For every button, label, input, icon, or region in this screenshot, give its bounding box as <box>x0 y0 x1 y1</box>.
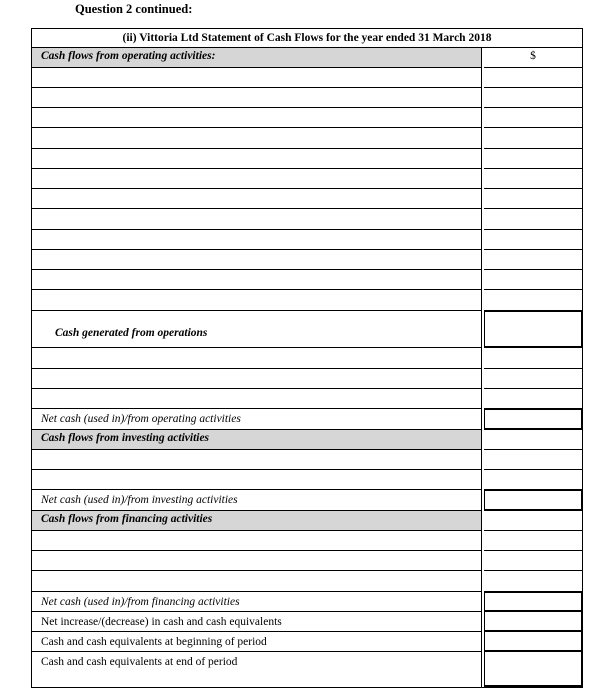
blank-label-cell[interactable] <box>32 87 482 107</box>
blank-label-cell[interactable] <box>32 368 482 388</box>
cash-beginning-row <box>32 631 582 651</box>
blank-amount-cell[interactable] <box>484 530 582 550</box>
statement-title: (ii) Vittoria Ltd Statement of Cash Flows for the year ended 31 March 2018 <box>32 29 582 48</box>
blank-row <box>32 168 582 188</box>
blank-row <box>32 368 582 388</box>
blank-label-cell[interactable] <box>32 449 482 469</box>
blank-row <box>32 449 582 469</box>
blank-label-cell[interactable] <box>32 107 482 127</box>
net-increase-label: Net increase/(decrease) in cash and cash equivalents <box>32 611 482 631</box>
cash-end-amount[interactable] <box>484 651 582 687</box>
blank-row <box>32 550 582 570</box>
net-investing-amount[interactable] <box>484 489 582 510</box>
net-financing-amount[interactable] <box>484 591 582 611</box>
net-operating-amount[interactable] <box>484 408 582 429</box>
blank-row <box>32 107 582 127</box>
blank-row <box>32 249 582 269</box>
cash-generated-row <box>32 310 582 347</box>
blank-label-cell[interactable] <box>32 570 482 591</box>
blank-amount-cell[interactable] <box>484 107 582 127</box>
net-financing-label: Net cash (used in)/from financing activities <box>32 591 482 611</box>
cash-generated-label: Cash generated from operations <box>32 310 482 347</box>
blank-row <box>32 289 582 310</box>
blank-label-cell[interactable] <box>32 208 482 229</box>
blank-row <box>32 208 582 229</box>
cash-end-row <box>32 651 582 687</box>
net-investing-row <box>32 489 582 510</box>
blank-label-cell[interactable] <box>32 550 482 570</box>
blank-row <box>32 530 582 550</box>
blank-amount-cell[interactable] <box>484 289 582 310</box>
blank-amount-cell[interactable] <box>484 229 582 249</box>
operating-header-label: Cash flows from operating activities: <box>32 48 482 67</box>
investing-header-amount <box>484 429 582 449</box>
blank-row <box>32 148 582 168</box>
blank-amount-cell[interactable] <box>484 168 582 188</box>
net-investing-label: Net cash (used in)/from investing activities <box>32 489 482 510</box>
cash-generated-amount[interactable] <box>484 310 582 347</box>
blank-label-cell[interactable] <box>32 469 482 489</box>
blank-label-cell[interactable] <box>32 388 482 408</box>
blank-amount-cell[interactable] <box>484 570 582 591</box>
financing-header-label: Cash flows from financing activities <box>32 510 482 530</box>
blank-amount-cell[interactable] <box>484 469 582 489</box>
blank-row <box>32 570 582 591</box>
blank-amount-cell[interactable] <box>484 127 582 148</box>
investing-header-label: Cash flows from investing activities <box>32 429 482 449</box>
operating-header-row <box>32 48 582 67</box>
blank-label-cell[interactable] <box>32 229 482 249</box>
net-operating-label: Net cash (used in)/from operating activities <box>32 408 482 429</box>
blank-amount-cell[interactable] <box>484 550 582 570</box>
financing-header-row <box>32 510 582 530</box>
blank-label-cell[interactable] <box>32 148 482 168</box>
currency-header: $ <box>530 50 536 62</box>
blank-amount-cell[interactable] <box>484 148 582 168</box>
blank-row <box>32 229 582 249</box>
net-increase-amount[interactable] <box>484 611 582 631</box>
blank-amount-cell[interactable] <box>484 188 582 208</box>
blank-amount-cell[interactable] <box>484 208 582 229</box>
blank-row <box>32 347 582 368</box>
net-increase-row <box>32 611 582 631</box>
blank-amount-cell[interactable] <box>484 249 582 269</box>
financing-header-amount <box>484 510 582 530</box>
blank-label-cell[interactable] <box>32 530 482 550</box>
blank-row <box>32 87 582 107</box>
investing-header-row <box>32 429 582 449</box>
cash-beginning-label: Cash and cash equivalents at beginning of period <box>32 631 482 651</box>
blank-amount-cell[interactable] <box>484 87 582 107</box>
blank-label-cell[interactable] <box>32 127 482 148</box>
blank-amount-cell[interactable] <box>484 347 582 368</box>
blank-label-cell[interactable] <box>32 249 482 269</box>
blank-row <box>32 469 582 489</box>
question-heading: Question 2 continued: <box>75 2 193 16</box>
blank-label-cell[interactable] <box>32 269 482 289</box>
net-financing-row <box>32 591 582 611</box>
blank-amount-cell[interactable] <box>484 388 582 408</box>
blank-amount-cell[interactable] <box>484 368 582 388</box>
blank-amount-cell[interactable] <box>484 269 582 289</box>
blank-row <box>32 269 582 289</box>
blank-amount-cell[interactable] <box>484 67 582 87</box>
cash-end-label: Cash and cash equivalents at end of period <box>32 651 482 687</box>
blank-row <box>32 388 582 408</box>
blank-amount-cell[interactable] <box>484 449 582 469</box>
net-operating-row <box>32 408 582 429</box>
cash-beginning-amount[interactable] <box>484 631 582 651</box>
cash-flow-statement-table <box>31 28 583 688</box>
blank-row <box>32 127 582 148</box>
blank-row <box>32 67 582 87</box>
blank-label-cell[interactable] <box>32 168 482 188</box>
blank-label-cell[interactable] <box>32 347 482 368</box>
blank-label-cell[interactable] <box>32 188 482 208</box>
blank-label-cell[interactable] <box>32 67 482 87</box>
blank-label-cell[interactable] <box>32 289 482 310</box>
blank-row <box>32 188 582 208</box>
